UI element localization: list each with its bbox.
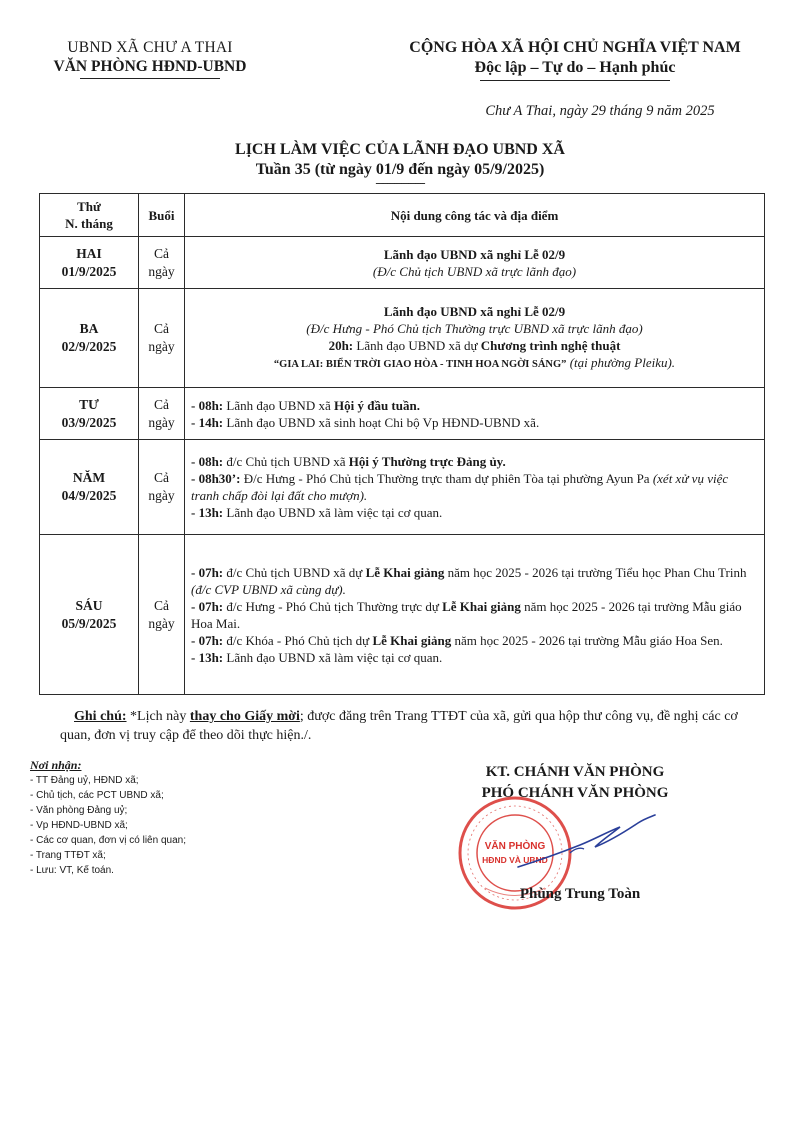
- seal-text-1: VĂN PHÒNG: [484, 841, 546, 852]
- title-line2: Tuần 35 (từ ngày 01/9 đến ngày 05/9/2025): [255, 161, 545, 178]
- org-underline: [80, 77, 220, 80]
- table-header-row: [40, 194, 765, 237]
- handwritten-signature-icon: [510, 805, 660, 885]
- national-motto: [365, 38, 785, 82]
- content-cell: - 07h: đ/c Chủ tịch UBND xã dự Lễ Khai giảng năm học 2025 - 2026 tại trường Tiểu học Phan Chu Trinh (đ/c CVP UBND xã cùng dự). - 07h: đ/c Hưng - Phó Chủ tịch Thường trực dự Lễ Khai giảng năm học 2025 - 2026 tại trường Mẫu giáo Hoa Mai. - 07h: đ/c Khóa - Phó Chủ tịch dự Lễ Khai giảng năm học 2025 - 2026 tại trường Mẫu giáo Hoa Sen. - 13h: Lãnh đạo UBND xã làm việc tại cơ quan.: [185, 535, 765, 695]
- signer-name: Phùng Trung Toàn: [519, 886, 641, 902]
- motto-underline: [480, 79, 670, 82]
- day-cell: HAI 01/9/2025: [40, 237, 139, 289]
- recipients-title: Nơi nhận:: [30, 758, 82, 772]
- note-paragraph: [60, 707, 765, 745]
- day-cell: BA 02/9/2025: [40, 289, 139, 388]
- list-item: - Văn phòng Đảng uỷ;: [30, 805, 128, 816]
- signature-line1: KT. CHÁNH VĂN PHÒNG: [485, 764, 665, 780]
- title-separator: ---------------------: [375, 178, 425, 189]
- table-row: [40, 237, 765, 289]
- table-row: [40, 440, 765, 535]
- title-line1: LỊCH LÀM VIỆC CỦA LÃNH ĐẠO UBND XÃ: [235, 141, 565, 158]
- list-item: - Trang TTĐT xã;: [30, 850, 106, 861]
- org-line2: VĂN PHÒNG HĐND-UBND: [53, 58, 247, 75]
- table-row: [40, 535, 765, 695]
- session-cell: Cả ngày: [139, 440, 185, 535]
- list-item: - Chủ tịch, các PCT UBND xã;: [30, 790, 164, 801]
- note-post: ; được đăng trên Trang TTĐT của xã, gửi qua hộp thư công vụ, đề nghị các cơ quan, đơn vị truy cập để theo dõi thực hiện./.: [60, 709, 738, 743]
- table-row: [40, 388, 765, 440]
- header-session: Buổi: [139, 194, 185, 237]
- nation-line1: CỘNG HÒA XÃ HỘI CHỦ NGHĨA VIỆT NAM: [409, 39, 741, 56]
- content-cell: - 08h: đ/c Chủ tịch UBND xã Hội ý Thường trực Đảng ủy. - 08h30’: Đ/c Hưng - Phó Chủ tịch Thường trực tham dự phiên Tòa tại phường Ayun Pa (xét xử vụ việc tranh chấp đòi lại đất cho mượn). - 13h: Lãnh đạo UBND xã làm việc tại cơ quan.: [185, 440, 765, 535]
- nation-line2: Độc lập – Tự do – Hạnh phúc: [474, 59, 676, 76]
- table-row: [40, 289, 765, 388]
- list-item: - Các cơ quan, đơn vị có liên quan;: [30, 835, 186, 846]
- day-cell: TƯ 03/9/2025: [40, 388, 139, 440]
- schedule-table: [39, 193, 765, 695]
- header-content: Nội dung công tác và địa điểm: [185, 194, 765, 237]
- session-cell: Cả ngày: [139, 289, 185, 388]
- day-cell: SÁU 05/9/2025: [40, 535, 139, 695]
- session-cell: Cả ngày: [139, 388, 185, 440]
- content-cell: Lãnh đạo UBND xã nghỉ Lễ 02/9 (Đ/c Chủ tịch UBND xã trực lãnh đạo): [185, 237, 765, 289]
- day-cell: NĂM 04/9/2025: [40, 440, 139, 535]
- document-title: [120, 140, 680, 188]
- dateline: Chư A Thai, ngày 29 tháng 9 năm 2025: [485, 103, 715, 119]
- note-bold: thay cho Giấy mời: [189, 709, 300, 724]
- content-cell: - 08h: Lãnh đạo UBND xã Hội ý đầu tuần. - 14h: Lãnh đạo UBND xã sinh hoạt Chi bộ Vp HĐND-UBND xã.: [185, 388, 765, 440]
- content-cell: Lãnh đạo UBND xã nghỉ Lễ 02/9 (Đ/c Hưng - Phó Chủ tịch Thường trực UBND xã trực lãnh đạo) 20h: Lãnh đạo UBND xã dự Chương trình nghệ thuật “GIA LAI: BIỂN TRỜI GIAO HÒA - TINH HOA NGỜI SÁNG” (tại phường Pleiku).: [185, 289, 765, 388]
- header-day: Thứ N. tháng: [40, 194, 139, 237]
- issuing-organization: [30, 38, 270, 80]
- list-item: - Vp HĐND-UBND xã;: [30, 820, 128, 831]
- note-label: Ghi chú:: [74, 709, 127, 724]
- list-item: - TT Đảng uỷ, HĐND xã;: [30, 775, 139, 786]
- signature-line2: PHÓ CHÁNH VĂN PHÒNG: [481, 785, 669, 801]
- recipients-list: [30, 758, 290, 878]
- session-cell: Cả ngày: [139, 237, 185, 289]
- seal-text-2: HĐND VÀ UBND: [482, 855, 548, 865]
- note-pre: *Lịch này: [126, 709, 190, 724]
- session-cell: Cả ngày: [139, 535, 185, 695]
- org-line1: UBND XÃ CHƯ A THAI: [67, 39, 233, 56]
- list-item: - Lưu: VT, Kế toán.: [30, 865, 114, 876]
